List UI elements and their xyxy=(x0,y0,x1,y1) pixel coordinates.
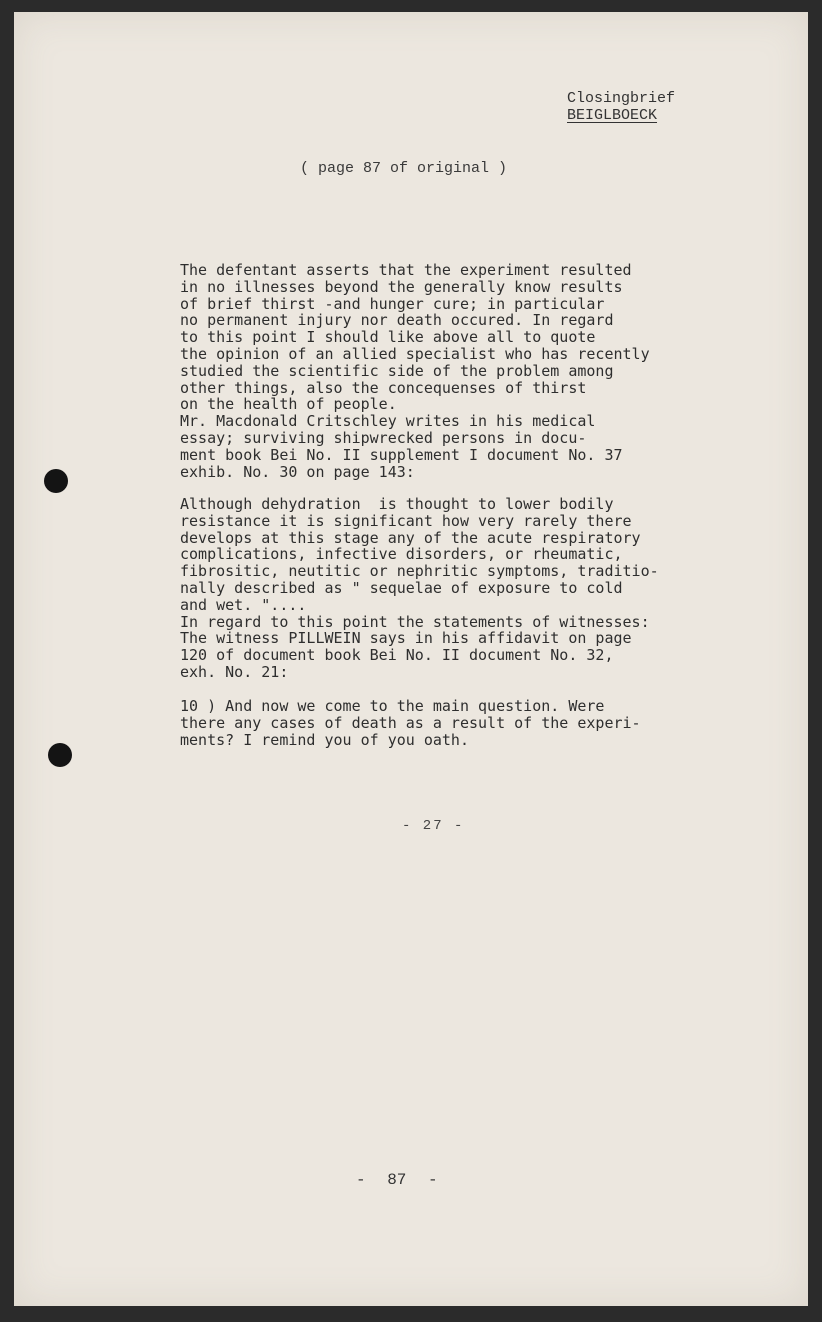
paragraph-main-question: 10 ) And now we come to the main question. Were there any cases of death as a result of the experi- ments? I remind you of you oath. xyxy=(180,697,641,749)
header-defendant: BEIGLBOECK xyxy=(567,107,658,124)
internal-page-mark: - 27 - xyxy=(402,818,465,834)
paragraph-quotation: Although dehydration is thought to lower bodily resistance it is significant how very rarely there develops at this stage any of the acute respiratory complications, infective disorders, or rheumatic, fibrositic, neutitic or nephritic symptoms, traditio- nally described as " sequelae of exposure to cold and wet. ".... In regard to this point the statements of witnesses: The witness PILLWEIN says in his affidavit on page 120 of document book Bei No. II document No. 32, exh. No. 21: xyxy=(180,495,659,681)
paragraph-defendant-assertion: The defentant asserts that the experiment resulted in no illnesses beyond the generally know results of brief thirst -and hunger cure; in particular no permanent injury nor death occured. In regard to this point I should like above all to quote the opinion of an allied specialist who has recently studied the scientific side of the problem among other things, also the concequenses of thirst on the health of people. Mr. Macdonald Critschley writes in his medical essay; surviving shipwrecked persons in docu- ment book Bei No. II supplement I document No. 37 exhib. No. 30 on page 143: xyxy=(180,261,650,481)
header-block xyxy=(567,90,675,124)
punch-hole-top xyxy=(44,469,68,493)
header-title: Closingbrief xyxy=(567,90,676,107)
document-page xyxy=(14,12,808,1306)
punch-hole-bottom xyxy=(48,743,72,767)
page-number: - 87 - xyxy=(356,1171,438,1189)
original-page-reference: ( page 87 of original ) xyxy=(300,160,508,177)
